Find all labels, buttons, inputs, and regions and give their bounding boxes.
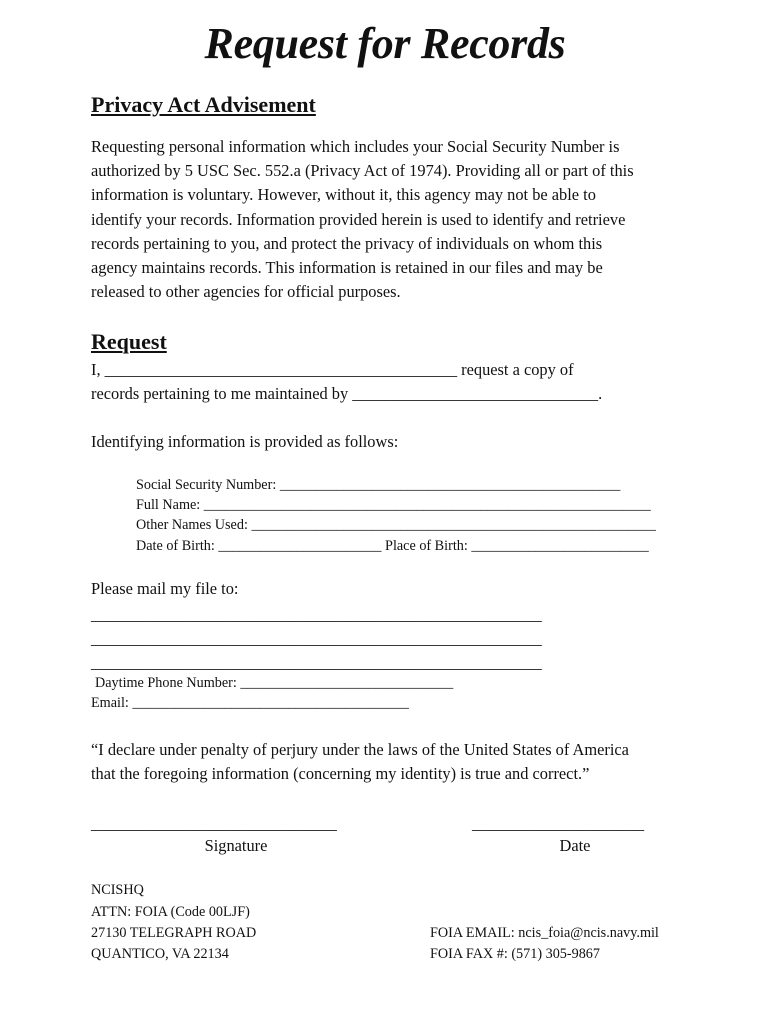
mail-address-line[interactable]: _______________________________________________________ xyxy=(91,629,542,648)
foia-email: FOIA EMAIL: ncis_foia@ncis.navy.mil xyxy=(430,925,659,941)
privacy-line: records pertaining to you, and protect the privacy of individuals on whom this xyxy=(91,233,603,253)
dob-place-of-birth-field[interactable]: Date of Birth: _______________________ Place of Birth: _________________________ xyxy=(136,538,649,554)
request-agency-line[interactable]: records pertaining to me maintained by ______________________________. xyxy=(91,384,603,403)
identifying-info-text: Identifying information is provided as follows: xyxy=(91,432,399,451)
privacy-line: authorized by 5 USC Sec. 552.a (Privacy Act of 1974). Providing all or part of this xyxy=(91,161,634,181)
address-line: QUANTICO, VA 22134 xyxy=(91,946,229,962)
address-line: ATTN: FOIA (Code 00LJF) xyxy=(91,904,250,920)
privacy-act-paragraph xyxy=(91,135,691,304)
signature-label: Signature xyxy=(204,836,268,855)
page-title: Request for Records xyxy=(204,19,566,68)
declaration-line: that the foregoing information (concerning my identity) is true and correct.” xyxy=(91,764,590,783)
privacy-line: Requesting personal information which includes your Social Security Number is xyxy=(91,137,620,156)
privacy-line: agency maintains records. This information is retained in our files and may be xyxy=(91,258,603,278)
mail-address-line[interactable]: _______________________________________________________ xyxy=(91,605,542,624)
other-names-field[interactable]: Other Names Used: _________________________________________________________ xyxy=(136,517,656,533)
request-name-line[interactable]: I, ___________________________________________ request a copy of xyxy=(91,360,574,379)
privacy-line: released to other agencies for official purposes. xyxy=(91,282,401,302)
address-line: NCISHQ xyxy=(91,882,144,898)
privacy-act-heading: Privacy Act Advisement xyxy=(91,92,316,117)
declaration-line: “I declare under penalty of perjury under the laws of the United States of America xyxy=(91,740,629,759)
foia-fax: FOIA FAX #: (571) 305-9867 xyxy=(430,946,600,962)
daytime-phone-field[interactable]: Daytime Phone Number: ______________________________ xyxy=(95,675,454,691)
mail-address-line[interactable]: _______________________________________________________ xyxy=(91,653,542,672)
request-heading: Request xyxy=(91,329,167,354)
address-line: 27130 TELEGRAPH ROAD xyxy=(91,925,257,941)
date-line[interactable]: _____________________ xyxy=(472,814,645,833)
signature-line[interactable]: ______________________________ xyxy=(91,814,337,833)
mail-file-label: Please mail my file to: xyxy=(91,579,239,598)
date-label: Date xyxy=(559,836,591,855)
privacy-line: identify your records. Information provided herein is used to identify and retrieve xyxy=(91,209,626,229)
ssn-field[interactable]: Social Security Number: ________________________________________________ xyxy=(136,477,621,493)
privacy-line: information is voluntary. However, without it, this agency may not be able to xyxy=(91,185,596,205)
full-name-field[interactable]: Full Name: _______________________________________________________________ xyxy=(136,497,651,513)
email-field[interactable]: Email: _______________________________________ xyxy=(91,695,410,711)
